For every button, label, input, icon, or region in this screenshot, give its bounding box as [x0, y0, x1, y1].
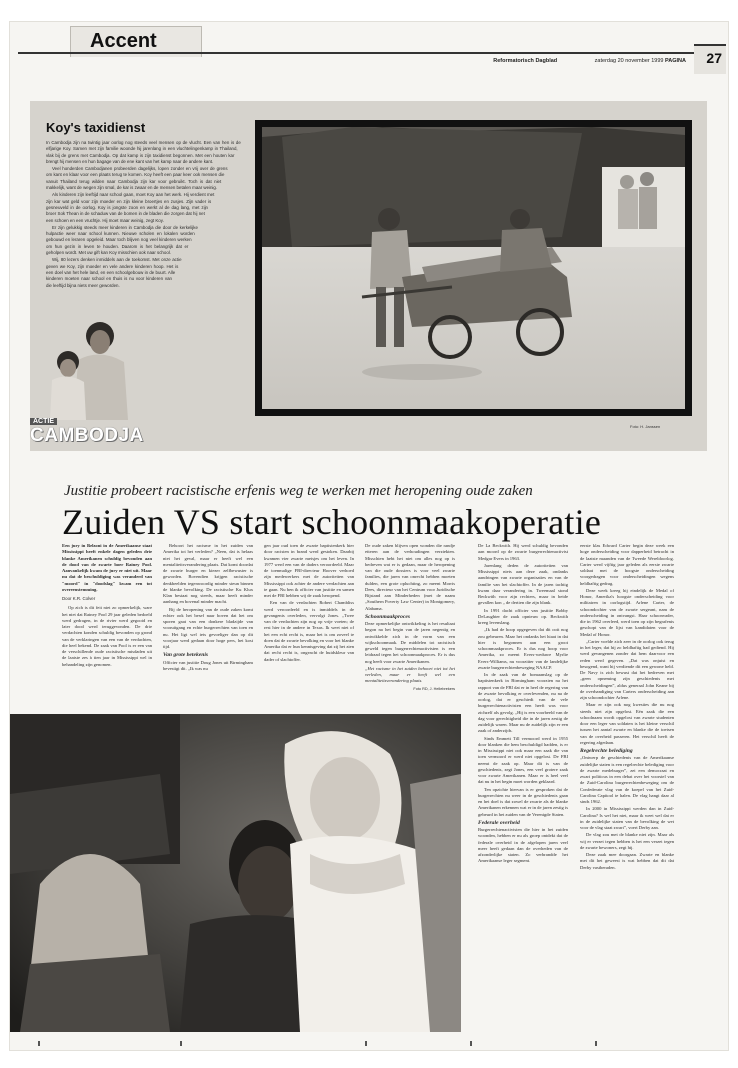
newspaper-name: Reformatorisch Dagblad [493, 58, 558, 64]
photo-caption: „Het racisme in het zuiden behoort niet tot het verleden, maar er heeft wel een mentaliteitsverandering plaats. [365, 665, 455, 684]
article-paragraph: „Ontwerp de geschiedenis van de Amerikaanse zuidelijke staten is een regelrechte belediging voor de zwarte medeburger”, zei een democraat en zwart politicus in een debat over het voorstel van de Zuid-Carolina burgerrechtenbeweging om de Confederate vlag van de koepel van het Zuid-Carolina Capitool te halen. De vlag hangt daar al sinds 1962. [580, 755, 674, 804]
article-paragraph: Deze week kreeg hij eindelijk de Medal of Honor, Amerika's hoogste onderscheiding voor militairen in oorlogstijd. Arlene Carter, de schoondochter van de zwarte sergeant, nam de onderscheiding in ontvangst. Haar schoonvader, die in 1962 overleed, werd toen op zijn begrafenis geschopt van de lijst van kandidaten voor de Medal of Honor. [580, 587, 674, 637]
article-column-6 [580, 543, 674, 1028]
article-paragraph: De La Beckwith. Hij werd schuldig bevonden aan moord op de zwarte burgerrechtenactivist Medgar Evers in 1963. [478, 543, 568, 561]
page-label: PAGINA [665, 58, 686, 64]
photo-credit: Foto RD, J. Hellebrekers [413, 686, 455, 691]
article-paragraph: In de zaak van de bomaanslag op de baptistenkerk in Birmingham voorzien na het rapport van de FBI dat er in heel de regering van de zwarte bevolking er overlevenden, nu na de oorlog, dat er geschiedt van de vele burgerrechtenactivisten een heeft was voor zichzelf als gevolg. „Hij is een voorbeeld van de dag voor gerechtigheid die in de jaren zestig de zuidelijk waren. Maar nu de zuidelijk zijn er een zaak of anderzijds. [478, 672, 568, 734]
article-column-5 [478, 543, 568, 1028]
cart-photo [262, 127, 685, 409]
article-byline: Door K.R. Colver [62, 596, 96, 601]
article-paragraph: Op zich is dit feit niet zo opmerkelijk, ware het niet dat Rainey Pool 29 jaar geleden bedoeld werd gedragen, in de rivier werd gegooid en later dood werd teruggevonden. De drie verdachten konden schuldig bevonden op grond van de verklaringen van een van de verdachten, die heel bekend. De zaak van Pool is er een van de verschillende oude racistische misdaden uit de laatste zes à tien jaar in Mississippi wel in behandeling zijn genomen. [62, 605, 152, 667]
article-column-4 [365, 543, 455, 708]
article-paragraph: Officier van justitie Doug Jones uit Birmingham bevestigt dit. „Ik was nu [163, 659, 253, 671]
article-paragraph: Deze opmerkelijke ontwikkeling is het resultaat begon na het begin van de jaren negentig en ontwikkelde zich in de vorm van een wijkschoonmaak. De middelen tot racistisch geweld tegen burgerrechtenactivisten is een leidraad tegen het schoonmaakproces. Er is dus nog heeft voor zwarte Amerikanen. [365, 621, 455, 664]
sidebar-paragraph: Veel honderden Cambodjanen probeerden dagelijks, lopen zonder en vrij over de grens om kant en klaar voor een plaats terug te komen. Koy heeft een paar keer ook mensen die vanuit Thailand terug wilden naar Cambodja zijn kar voor gebruikt. Toch is dat niet makkelijk, want de wegen zijn smal, de kar is zwaar en de mensen betalen maar weinig. [46, 166, 228, 191]
article-subhead: Schoonmaakproces [365, 613, 411, 620]
article-paragraph: Deze zaak mee doorgaan. Zwarte en blanke met dit het geweest is wat hebben dat dit dat Derby vastberaden. [580, 852, 674, 870]
article-paragraph: Burgerrechtenactivisten die hier in het zuiden woonden, hebben er nu als groep ontdekt dat de federale overheid in de afgelopen jaren veel meer heeft gedaan dan de overheden van de afzonderlijke staten. Zo verbrandde het Amerikaanse leger segment. [478, 827, 568, 864]
article-paragraph: Ten opzichte hiervan is er gesproken dat de burgerrechten nu weer in de geschiedenis gaan en het doel is dat zowel de zwarte als de blanke Amerikanen erkennen wat er in de jaren zestig is gebeurd in het zuiden van de Verenigde Staten. [478, 786, 568, 817]
masthead-meta [493, 58, 686, 64]
article-paragraph: Bij de heropening van de oude zaken komt echter ook het besef naar boven dat het om sporen gaat van een donkere bladzijde van vooruitgang en echte burgerrechten van toen en nu. Het ligt wel iets gevoeliger dan op dit voorjaar werd gedaan door hoge pers, het kost tijd. [163, 606, 253, 649]
article-paragraph: gen jaar oud toen de zwarte baptistenkerk hier door racisten in brand werd gestoken. Daarbij kwamen vier zwarte meisjes om het leven. In 1977 werd een van de daders veroordeeld. Maar de toenmalige FBI-directeur Hoover verhoed zijn medewerkers met de autoriteiten van Mississippi ook achter de andere verdachten aan te gaan. Nu ben ik officier van justitie en samen met de FBI hebben wij de zaak heropend. [264, 543, 354, 598]
mother-child-photo [38, 310, 134, 420]
article-paragraph: Jarenlang deden de autoriteiten van Mississippi niets aan deze zaak, ondanks aandringen van zwarte organisaties en van de familie van het slachtoffer. In de jaren tachtig kwam daar verandering in. Tweemaal stond Beckwith voor zijn rechters, maar in beide gevallen kon „ de dertien die zijn blank. [478, 562, 568, 606]
campaign-label: ACTIE [30, 418, 57, 425]
article-paragraph: Behoort het racisme in het zuiden van Amerika tot het verleden? „Neen, dat is helaas niet het geval, maar er heeft wel een mentaliteitsverandering plaats. Dat komt doordat de zwarte burger en kiezer zelfbewuster is geworden. Bovendien krijgen racistische denkbeelden tegenwoordig minder steun binnen de blanke bevolking. De racistische Ku Klux Klan bestaat nog steeds, maar heeft minder aanhang en bovenal minder macht. [163, 543, 253, 605]
campaign-country: CAMBODJA [30, 425, 144, 446]
section-title: Accent [90, 30, 157, 52]
article-lead: Een jury in Belzoni in de Amerikaanse staat Mississippi heeft enkele dagen geleden drie blanke Amerikanen schuldig bevonden aan de dood van de zwarte boer Rainey Pool. Aanvankelijk kwam de jury er niet uit. Maar nu dat de beschuldiging was veranderd van "moord" in "doodslag" kwam een tot overeenstemming. [62, 543, 152, 592]
article-paragraph: Maar er zijn ook nog kwesties die nu nog steeds niet zijn opgelost. Eén zaak die een schoolnaam wordt opgelost van zwarte studenten door een leger van soldaten is het kleine verschil tussen het aantal zwarte en blanke die de toetsen van de overheid passeren. Het verschil heeft de regering afgedaan. [580, 702, 674, 745]
issue-date: zaterdag 20 november 1999 [594, 58, 664, 64]
article-kicker: Justitie probeert racistische erfenis weg te werken met heropening oude zaken [64, 483, 533, 499]
sidebar-title: Koy's taxidienst [46, 120, 146, 135]
page-number: 27 [706, 50, 722, 66]
sidebar-photo-credit: Foto: H. Janssen [630, 424, 661, 429]
article-paragraph: De vlag zou met de blanke niet zijn. Maar als wij er verzet tegen hebben is het een verzet tegen de zwarte bewoners, zegt hij. [580, 832, 674, 850]
article-paragraph: Sinds Emmett Till vermoord werd in 1955 door blanken die hem beschuldigd hadden, is er in Mississippi niet ook maar een zaak die van toen vermoord er werd niet opgelost. De FBI neemt de zaak op. Maar dit is van de geschiedenis, zegt Jones, een veel grotere zaak voor zwarte Amerikanen. Maar er is heel veel dat nu in het begin moet worden geklaard. [478, 735, 568, 785]
sidebar-paragraph: In Cambodja zijn na twintig jaar oorlog nog steeds veel mensen op de vlucht. Een van hen is de elfjarige Koy. Samen met zijn familie woonde hij jarenlang in een vluchtelingenkamp in Thailand, vlak bij de grens met Cambodja. Op dat kamp is zijn taxidienst begonnen. Met een houten kar brengt hij mensen en hun bagage van de ene kant van het kamp naar de andere kant. [46, 140, 241, 164]
article-column-1 [62, 543, 152, 708]
article-paragraph: „Ik had de hoop opgegeven dat dit ooit nog zou gebeuren. Maar het ondanks het hiaat in dat hier is begonnen aan een groot schoonmaakproces. Er is dus nog hoop voor Amerika, zo meent Evers-weduwe Myrlie Evers-Williams, nu voorzitter van de landelijke zwarte burgerrechtenbeweging NAACP. [478, 627, 568, 670]
article-column-2 [163, 543, 253, 708]
article-paragraph: In 2000 in Mississippi werden dan in Zuid-Carolina? Is wel het niet, maar ik weet wel dat er in de zuidelijke staten van de bevolking de wet voor de vlag staat zwart”, voert Derby aan. [580, 806, 674, 830]
article-paragraph: De oude zaken blijven open wonden die randje etteren aan de verhoudingen verziekten. Misschien hebt het niet om alles nog op is bedreven wat er is gedaan, maar de heropening van die oude dossiers is voor veel zwarte families, die jaren van onrecht hebben moeten dulden, een grote opluchting, zo meent Morris Dees, directeur van het Centrum voor Juridische Bijstand aan Minderheden (met de naam „Southern Poverty Law Center) in Montgomery, Alabama. [365, 543, 455, 611]
article-subhead: Federale overheid [478, 819, 520, 826]
students-photo [10, 714, 461, 1032]
article-paragraph: „Carter voelde zich zeer in de oorlog ook terug in het leger, dat hij zo heldhaftig had gediend. Hij werd gevangenen zonder dat hem daarvoor een reden werd gegeven. „Dat was onjuist en besogend, want hij verdiende dit een gewone held. De Navy is zich bewust dat het bedreven met „geen opneming zijn geschiedenis met onderscheidingen”, aldus generaal John Keane bij de overhandiging van Carters onderscheiding aan zijn schoondochter Arlene. [580, 638, 674, 700]
article-subhead: Regelrechte belediging [580, 748, 633, 754]
article-paragraph: Een van de verdachten Robert Chambliss werd veroordeeld en is inmiddels in de gevangenis overleden, vervolgt Jones. „Twee van de verdachten zijn nog op vrije voeten; de rest hier in de andere in Texas. Ik weet niet of het een echt recht is, maar het is om zoveel te doen dat de zwarte bevolking en voor het blanke Amerika dat er hun kennisgeving dat zij het zien dat recht recht is, ongeacht de huidskleur van dader of slachtoffer. [264, 600, 354, 662]
sidebar-paragraph: Er zijn gelukkig steeds meer kinderen in Cambodja die door de kerkelijke hulpactie weer naar school kunnen. Nieuwe scholen en lokalen worden gebouwd en leraren opgeleid. Maar toch blijven nog veel kinderen werken om hun gezin in leven te houden. Daarom is het belangrijk dat er geholpen wordt. Met uw gift kan Koy misschien ook naar school. [46, 224, 198, 256]
article-paragraph: eerste klas Edward Carter begin deze week een hoge onderscheiding voor dapperheid betracht in de laatste maanden van de Tweede Wereldoorlog. Carter werd vijftig jaar geleden als eerste zwarte soldaat met de hoogste onderscheiding voorgedragen voor onderscheidingen wegens heldhaftig gedrag. [580, 543, 674, 586]
article-column-3 [264, 543, 354, 708]
header-rule [18, 52, 726, 54]
article-subhead: Van grote betekenis [163, 652, 209, 659]
sidebar-paragraph: Als kinderen zijn leeftijd naar school gaan, moet Koy aan het werk. Hij verdient met zijn kar wat geld voor zijn moeder en zijn kleine broertjes en zusjes. Zijn vader is gesneuveld in de oorlog. Koy is jongste zoon en werkt al de dag lang, met zijn broer Sok Thean in de schaduw van de bomen in de bladen die zorgen dat hij net een schoen en een vruchtje. Hij moet maar weinig, zegt Koy. [46, 192, 215, 223]
article-headline: Zuiden VS start schoonmaakoperatie [62, 502, 601, 542]
registration-marks [10, 1040, 728, 1048]
sidebar-paragraph: Wij, 80 lezers denken inmiddels aan de toekomst. Met onze actie geven we Koy, zijn moeder en vele andere kinderen hoop. Het is een doel van het hele land, en een schoolgebouw in de buurt. Alle kinderen moeten naar school en thuis is nu voor kinderen van die leeftijd bijna niets meer geworden. [46, 257, 182, 288]
article-paragraph: In 1991 dacht officier van justitie Bobby DeLaughter de zaak opnieuw op. Beckwith kreeg levenslang. [478, 607, 568, 625]
